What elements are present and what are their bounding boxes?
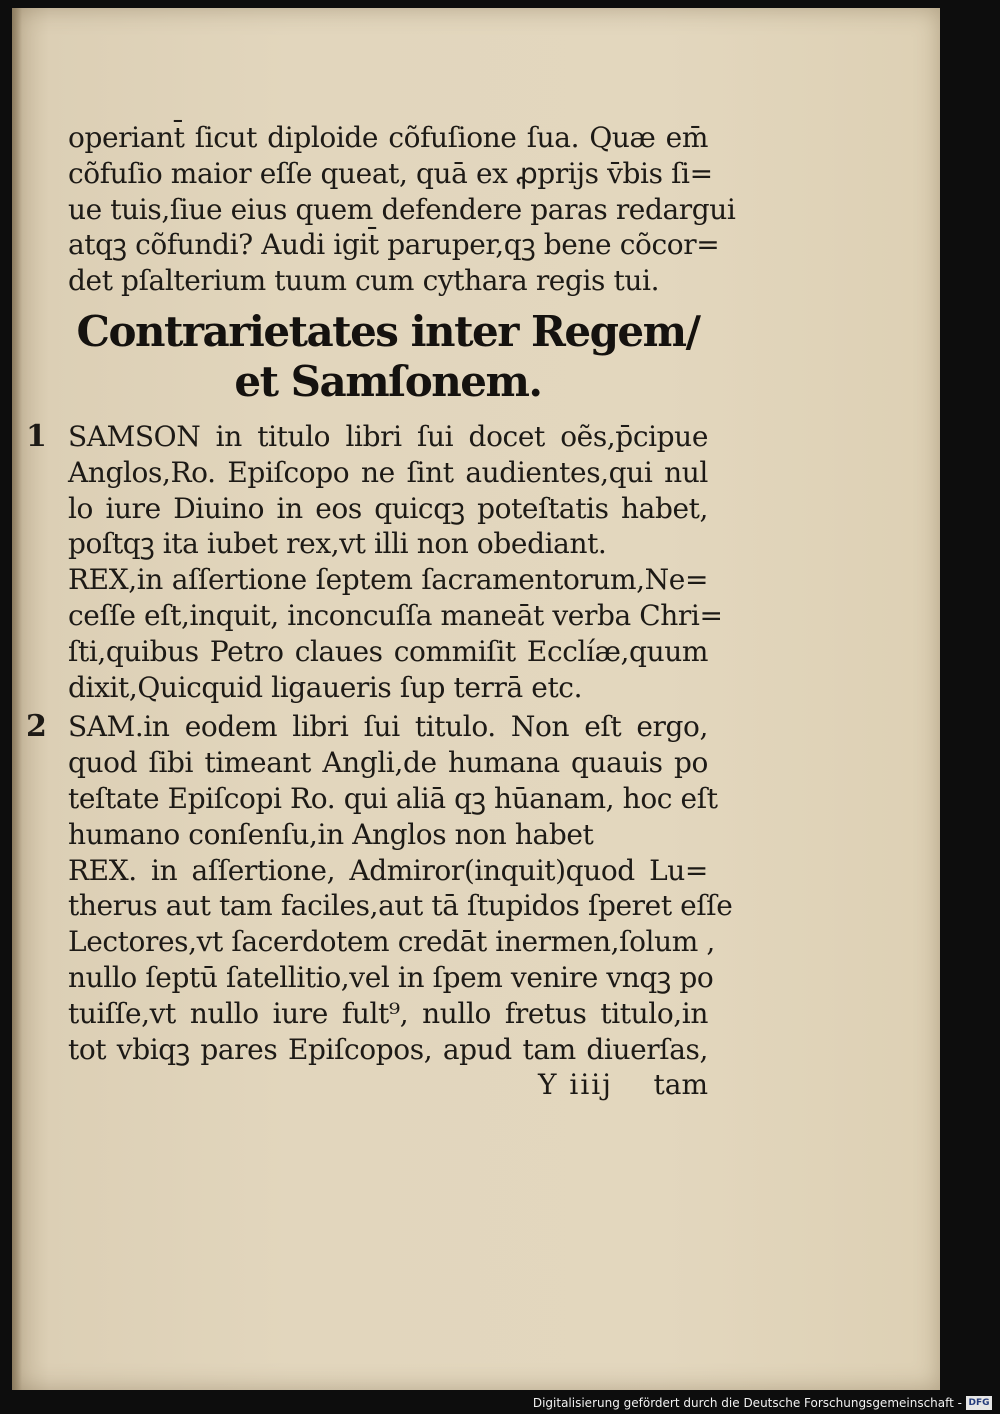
section-1: [26, 418, 723, 705]
catchword: tam: [653, 1068, 708, 1102]
text-line: poſtqꝫ ita iubet rex,vt illi non obediant.: [68, 527, 607, 561]
text-line: SAMSON in titulo libri ſui docet oẽs,p̄cipue: [68, 419, 708, 453]
text-line: Lectores,vt ſacerdotem credāt inermen,ſolum ,: [68, 925, 715, 959]
text-line: ue tuis,ſiue eius quem defendere paras redargui: [68, 192, 736, 226]
page-footer-line: [68, 1067, 708, 1103]
section-heading-continued: et Samſonem.: [234, 356, 542, 406]
text-line: REX,in aſſertione ſeptem ſacramentorum,Ne=: [68, 563, 708, 597]
section-heading: Contrarietates inter Regem/: [76, 306, 700, 356]
intro-paragraph: [68, 120, 736, 299]
text-line: humano conſenſu,in Anglos non habet: [68, 817, 594, 851]
marginal-number: 1: [26, 418, 47, 454]
page-edge: [12, 8, 22, 1390]
text-line: REX. in aſſertione, Admiror(inquit)quod Lu=: [68, 853, 708, 887]
text-line: therus aut tam faciles,aut tā ſtupidos ſperet eſſe: [68, 889, 733, 923]
marginal-number: 2: [26, 709, 47, 745]
text-block: [26, 120, 736, 1103]
text-line: tuiſſe,vt nullo iure fult⁹, nullo fretus titulo,in: [68, 996, 708, 1030]
text-line: cõfuſio maior eſſe queat, quā ex ꝓprijs v̄bis ſi=: [68, 156, 713, 190]
text-line: ceſſe eſt,inquit, inconcuſſa maneāt verba Chri=: [68, 598, 723, 632]
text-line: SAM.in eodem libri ſui titulo. Non eſt ergo,: [68, 710, 708, 744]
text-line: quod ſibi timeant Angli,de humana quauis po: [68, 746, 708, 780]
text-line: nullo ſeptū ſatellitio,vel in ſpem venire vnqꝫ po: [68, 960, 714, 994]
text-line: ſti,quibus Petro claues commiſit Ecclíæ,quum: [68, 634, 708, 668]
signature-mark: Y iiij: [538, 1068, 613, 1102]
text-line: atqꝫ cõfundi? Audi igit̄ paruper,qꝫ bene cõcor=: [68, 228, 720, 262]
text-line: lo iure Diuino in eos quicqꝫ poteſtatis habet,: [68, 491, 708, 525]
text-line: dixit,Quicquid ligaueris ſup terrā etc.: [68, 670, 583, 704]
text-line: det pſalterium tuum cum cythara regis tui.: [68, 264, 660, 298]
text-line: Anglos,Ro. Epiſcopo ne ſint audientes,qui nul: [68, 455, 708, 489]
book-page: [12, 8, 940, 1390]
text-line: operiant̄ ſicut diploide cõfuſione ſua. Quæ em̄: [68, 121, 708, 154]
text-line: tot vbiqꝫ pares Epiſcopos, apud tam diuerſas,: [68, 1032, 708, 1066]
funding-note: Digitalisierung gefördert durch die Deutsche Forschungsgemeinschaft -: [532, 1396, 962, 1410]
footer-bar: [0, 1390, 1000, 1414]
text-line: teſtate Epiſcopi Ro. qui aliā qꝫ hūanam, hoc eſt: [68, 781, 718, 815]
section-2: [26, 709, 733, 1067]
dfg-logo-icon: DFG: [966, 1396, 992, 1410]
